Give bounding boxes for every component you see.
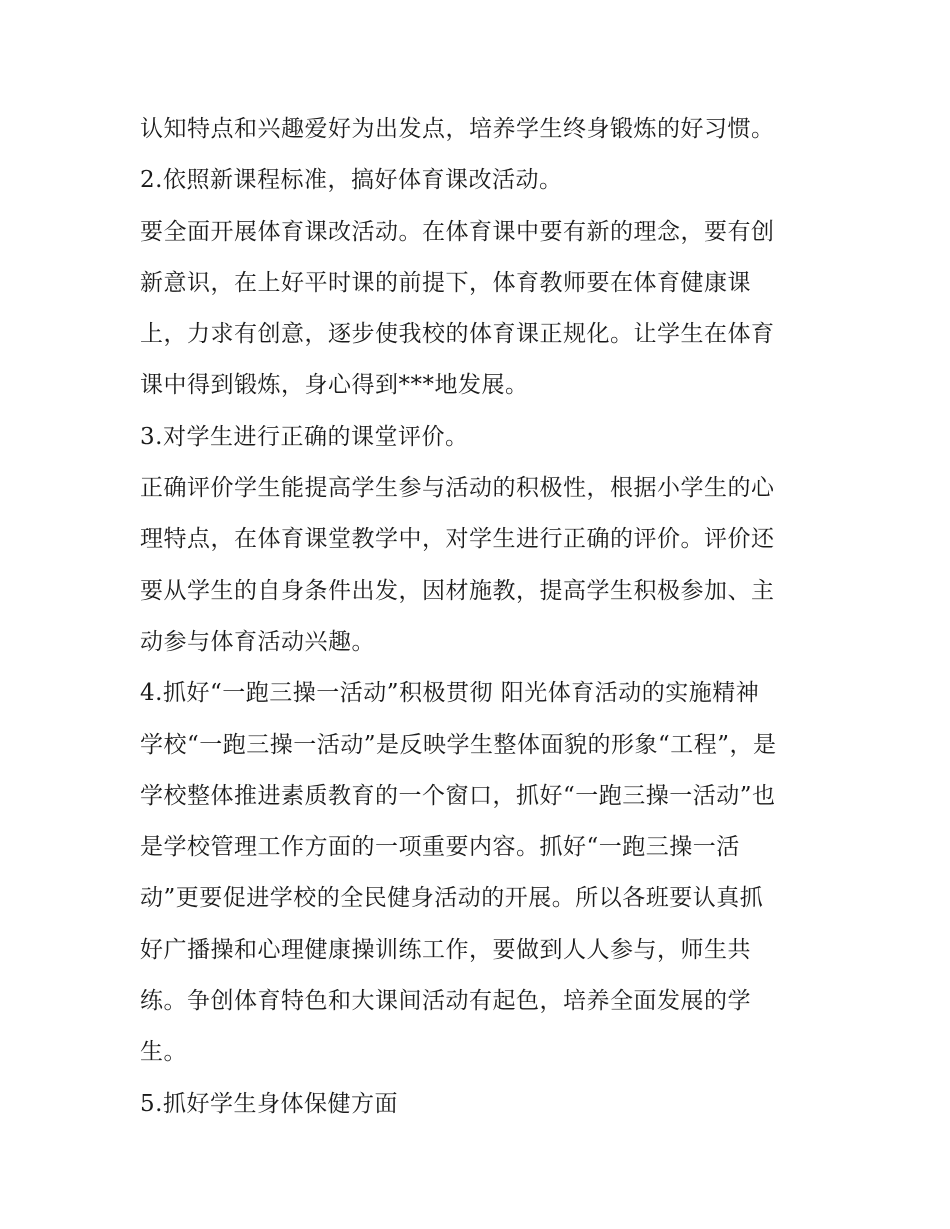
text-line: 是学校管理工作方面的一项重要内容。抓好“一跑三操一活 xyxy=(140,834,740,861)
text-line: 动”更要促进学校的全民健身活动的开展。所以各班要认真抓 xyxy=(140,885,764,912)
text-line: 上，力求有创意，逐步使我校的体育课正规化。让学生在体育 xyxy=(140,321,775,348)
section-heading-4: 4.抓好“一跑三操一活动”积极贯彻 阳光体育活动的实施精神 xyxy=(140,680,760,707)
text-line: 好广播操和心理健康操训练工作，要做到人人参与，师生共 xyxy=(140,936,751,963)
section-heading-2: 2.依照新课程标准，搞好体育课改活动。 xyxy=(140,167,563,194)
text-line: 正确评价学生能提高学生参与活动的积极性，根据小学生的心 xyxy=(140,475,775,502)
text-line: 要全面开展体育课改活动。在体育课中要有新的理念，要有创 xyxy=(140,218,775,245)
document-body xyxy=(140,104,820,1130)
text-line: 理特点，在体育课堂教学中，对学生进行正确的评价。评价还 xyxy=(140,526,775,553)
text-line: 练。争创体育特色和大课间活动有起色，培养全面发展的学 xyxy=(140,988,751,1015)
text-line: 课中得到锻炼，身心得到***地发展。 xyxy=(140,372,529,399)
text-line: 生。 xyxy=(140,1039,187,1066)
text-line: 新意识，在上好平时课的前提下，体育教师要在体育健康课 xyxy=(140,269,751,296)
text-line: 学校整体推进素质教育的一个窗口，抓好“一跑三操一活动”也 xyxy=(140,782,776,809)
text-line: 动参与体育活动兴趣。 xyxy=(140,628,375,655)
text-line: 要从学生的自身条件出发，因材施教，提高学生积极参加、主 xyxy=(140,577,775,604)
text-line: 学校“一跑三操一活动”是反映学生整体面貌的形象“工程”，是 xyxy=(140,731,777,758)
section-heading-3: 3.对学生进行正确的课堂评价。 xyxy=(140,423,469,450)
text-line: 认知特点和兴趣爱好为出发点，培养学生终身锻炼的好习惯。 xyxy=(140,116,775,142)
section-heading-5: 5.抓好学生身体保健方面 xyxy=(140,1090,398,1117)
